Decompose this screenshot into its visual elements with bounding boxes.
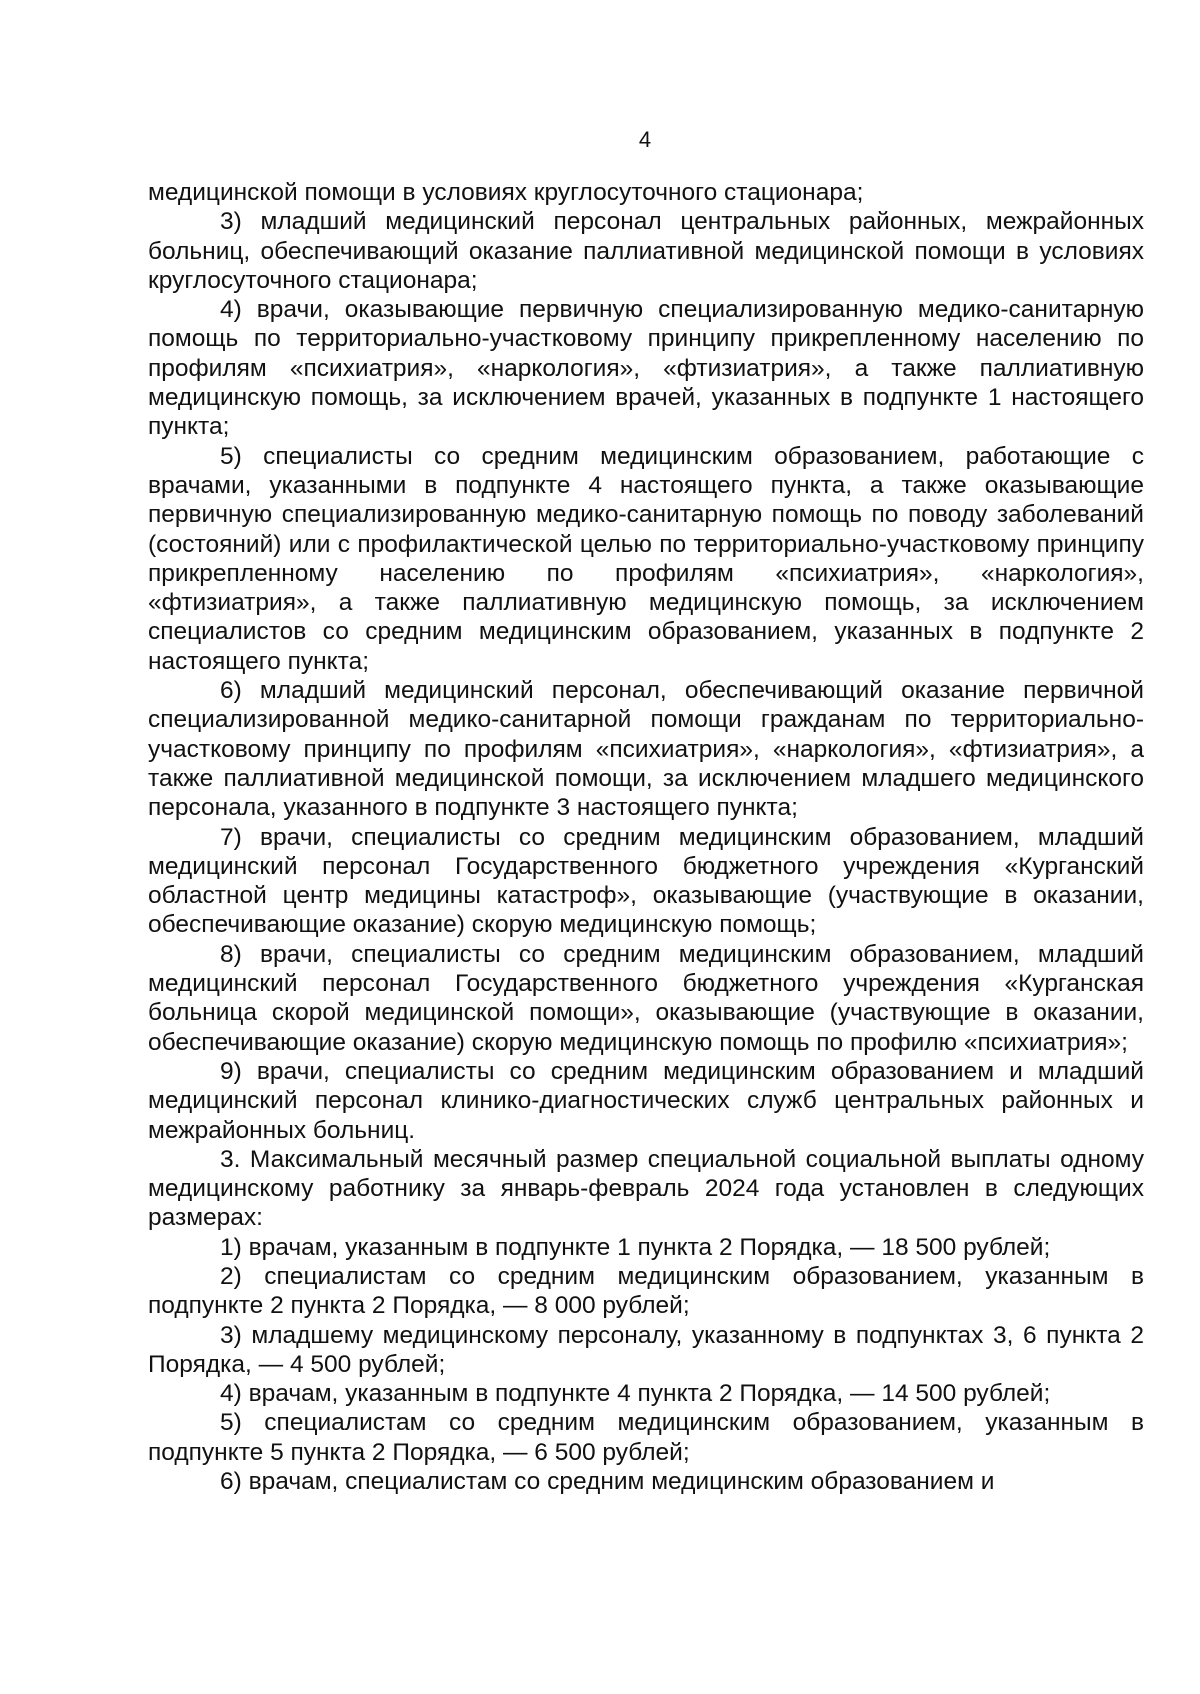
paragraph-section-3: 3. Максимальный месячный размер специальной социальной выплаты одному медицинскому работнику за январь-февраль 2024 года установлен в следующих размерах: xyxy=(148,1145,1144,1232)
paragraph-payment-4: 4) врачам, указанным в подпункте 4 пункта 2 Порядка, — 14 500 рублей; xyxy=(220,1380,1051,1408)
paragraph-continuation: медицинской помощи в условиях круглосуточного стационара; xyxy=(148,179,864,206)
paragraph-item-8: 8) врачи, специалисты со средним медицинским образованием, младший медицинский персонал Государственного бюджетного учреждения «Курганская больница скорой медицинской помощи», оказывающие (участвующие в оказании, обеспечивающие оказание) скорую медицинскую помощь по профилю «психиатрия»; xyxy=(148,940,1144,1056)
paragraph-payment-2: 2) специалистам со средним медицинским образованием, указанным в подпункте 2 пункта 2 Порядка, — 8 000 рублей; xyxy=(148,1262,1144,1320)
paragraph-payment-1: 1) врачам, указанным в подпункте 1 пункта 2 Порядка, — 18 500 рублей; xyxy=(220,1233,1051,1261)
paragraph-item-6: 6) младший медицинский персонал, обеспечивающий оказание первичной специализированной медико-санитарной помощи гражданам по территориально-участковому принципу по профилям «психиатрия», «наркология», «фтизиатрия», а также паллиативной медицинской помощи, за исключением младшего медицинского персонала, указанного в подпункте 3 настоящего пункта; xyxy=(148,677,1144,822)
document-body xyxy=(148,178,1144,1496)
paragraph-payment-5: 5) специалистам со средним медицинским образованием, указанным в подпункте 5 пункта 2 Порядка, — 6 500 рублей; xyxy=(148,1409,1144,1466)
paragraph-item-4: 4) врачи, оказывающие первичную специализированную медико-санитарную помощь по территориально-участковому принципу прикрепленному населению по профилям «психиатрия», «наркология», «фтизиатрия», а также паллиативную медицинскую помощь, за исключением врачей, указанных в подпункте 1 настоящего пункта; xyxy=(148,296,1144,441)
paragraph-item-9: 9) врачи, специалисты со средним медицинским образованием и младший медицинский персонал клинико-диагностических служб центральных районных и межрайонных больниц. xyxy=(148,1057,1144,1144)
paragraph-item-5: 5) специалисты со средним медицинским образованием, работающие с врачами, указанными в подпункте 4 настоящего пункта, а также оказывающие первичную специализированную медико-санитарную помощь по поводу заболеваний (состояний) или с профилактической целью по территориально-участковому принципу прикрепленному населению по профилям «психиатрия», «наркология», «фтизиатрия», а также паллиативную медицинскую помощь, за исключением специалистов со средним медицинским образованием, указанных в подпункте 2 настоящего пункта; xyxy=(148,442,1144,675)
paragraph-item-7: 7) врачи, специалисты со средним медицинским образованием, младший медицинский персонал Государственного бюджетного учреждения «Курганский областной центр медицины катастроф», оказывающие (участвующие в оказании, обеспечивающие оказание) скорую медицинскую помощь; xyxy=(148,823,1144,939)
page-number: 4 xyxy=(638,127,652,152)
paragraph-payment-3: 3) младшему медицинскому персоналу, указанному в подпунктах 3, 6 пункта 2 Порядка, — 4 500 рублей; xyxy=(148,1321,1144,1378)
paragraph-payment-6: 6) врачам, специалистам со средним медицинским образованием и xyxy=(220,1468,995,1496)
paragraph-item-3: 3) младший медицинский персонал центральных районных, межрайонных больниц, обеспечивающий оказание паллиативной медицинской помощи в условиях круглосуточного стационара; xyxy=(148,208,1144,294)
